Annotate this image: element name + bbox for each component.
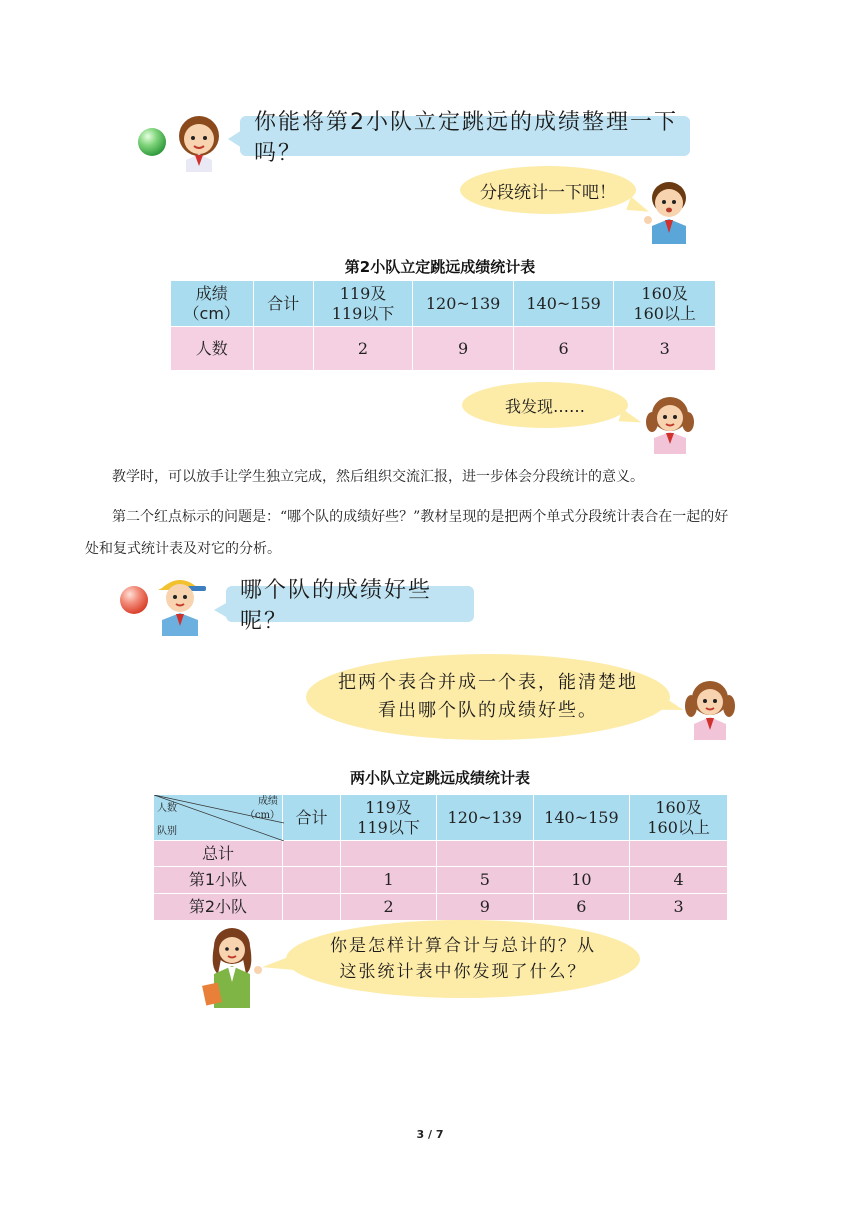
boy-character-icon — [640, 178, 698, 244]
red-dot-icon — [120, 586, 148, 614]
girl-bubble-line1: 把两个表合并成一个表，能清楚地 — [338, 672, 638, 693]
boy-speech-bubble: 分段统计一下吧！ — [460, 166, 636, 214]
table1-header-range2: 120~139 — [413, 281, 514, 327]
table1-header-range1 — [313, 281, 413, 327]
range4-line1: 160及 — [641, 283, 688, 303]
cell-value — [533, 841, 630, 867]
row-label: 人数 — [171, 327, 254, 371]
row-label: 第2小队 — [154, 894, 283, 921]
cell-total — [282, 867, 340, 894]
table2-header-range3: 140~159 — [533, 795, 630, 841]
cell-value: 9 — [436, 894, 533, 921]
teacher-speech-bubble — [286, 920, 640, 998]
table1-header-total: 合计 — [253, 281, 313, 327]
cell-value — [341, 841, 437, 867]
table1-header-row — [171, 281, 716, 327]
bubble-tail — [619, 409, 644, 428]
range4-line2: 160以上 — [647, 817, 710, 837]
cell-value: 9 — [413, 327, 514, 371]
cell-value: 10 — [533, 867, 630, 894]
table2-header-range2: 120~139 — [436, 795, 533, 841]
paragraph-2-line2: 处和复式统计表及对它的分析。 — [85, 541, 281, 557]
cell-value: 6 — [533, 894, 630, 921]
question-bubble-2: 哪个队的成绩好些呢？ — [226, 586, 474, 622]
cell-value: 2 — [313, 327, 413, 371]
range1-line2: 119以下 — [331, 303, 395, 323]
range4-line2: 160以上 — [633, 303, 696, 323]
cell-total — [282, 841, 340, 867]
diag-team-label: 队别 — [157, 826, 177, 837]
table2-header-range4 — [630, 795, 728, 841]
paragraph-2-line1: 第二个红点标示的问题是：“哪个队的成绩好些？”教材呈现的是把两个单式分段统计表合在一起的好 — [112, 509, 729, 525]
girl-character-icon — [168, 110, 230, 172]
row-label: 第1小队 — [154, 867, 283, 894]
table2-header-row — [154, 795, 728, 841]
header-unit-label: （cm） — [183, 303, 240, 323]
row-label: 总计 — [154, 841, 283, 867]
girl-speech-bubble-2 — [306, 654, 670, 740]
table2 — [153, 794, 728, 921]
header-score-label: 成绩 — [195, 283, 228, 303]
cell-value — [630, 841, 728, 867]
cell-value: 6 — [513, 327, 614, 371]
girl-bubble-line2: 看出哪个队的成绩好些。 — [378, 700, 598, 721]
table1-header-range3: 140~159 — [513, 281, 614, 327]
range1-line1: 119及 — [339, 283, 387, 303]
green-dot-icon — [138, 128, 166, 156]
table1-title: 第2小队立定跳远成绩统计表 — [344, 258, 536, 276]
cell-value: 1 — [341, 867, 437, 894]
table2-title: 两小队立定跳远成绩统计表 — [349, 769, 530, 787]
range4-line1: 160及 — [655, 797, 702, 817]
teacher-bubble-line1: 你是怎样计算合计与总计的？从 — [330, 936, 596, 956]
cell-total — [282, 894, 340, 921]
diag-score-label: 成绩 — [257, 796, 278, 807]
table1 — [170, 280, 716, 371]
table1-header-score — [171, 281, 254, 327]
table2-diagonal-header — [154, 795, 283, 841]
page-number: 3 / 7 — [416, 1128, 444, 1141]
girl-character-icon — [680, 676, 740, 740]
diag-unit-label: （cm） — [244, 810, 280, 821]
girl-speech-bubble: 我发现…… — [462, 382, 628, 428]
cell-value: 5 — [436, 867, 533, 894]
teacher-bubble-line2: 这张统计表中你发现了什么？ — [339, 962, 587, 982]
cell-value: 4 — [630, 867, 728, 894]
girl-character-icon — [642, 392, 698, 454]
cell-value: 3 — [614, 327, 716, 371]
table-row — [154, 867, 728, 894]
table2-header-total: 合计 — [282, 795, 340, 841]
cell-total — [253, 327, 313, 371]
table1-header-range4 — [614, 281, 716, 327]
table-row — [154, 841, 728, 867]
boy-with-cap-icon — [150, 570, 210, 636]
table2-header-range1 — [341, 795, 437, 841]
cell-value — [436, 841, 533, 867]
paragraph-1: 教学时，可以放手让学生独立完成，然后组织交流汇报，进一步体会分段统计的意义。 — [112, 469, 644, 485]
range1-line1: 119及 — [365, 797, 412, 817]
teacher-character-icon — [196, 924, 268, 1008]
diag-count-label: 人数 — [157, 803, 177, 814]
cell-value: 3 — [630, 894, 728, 921]
table-row — [171, 327, 716, 371]
cell-value: 2 — [341, 894, 437, 921]
range1-line2: 119以下 — [357, 817, 420, 837]
table-row — [154, 894, 728, 921]
question-bubble: 你能将第2小队立定跳远的成绩整理一下吗？ — [240, 116, 690, 156]
